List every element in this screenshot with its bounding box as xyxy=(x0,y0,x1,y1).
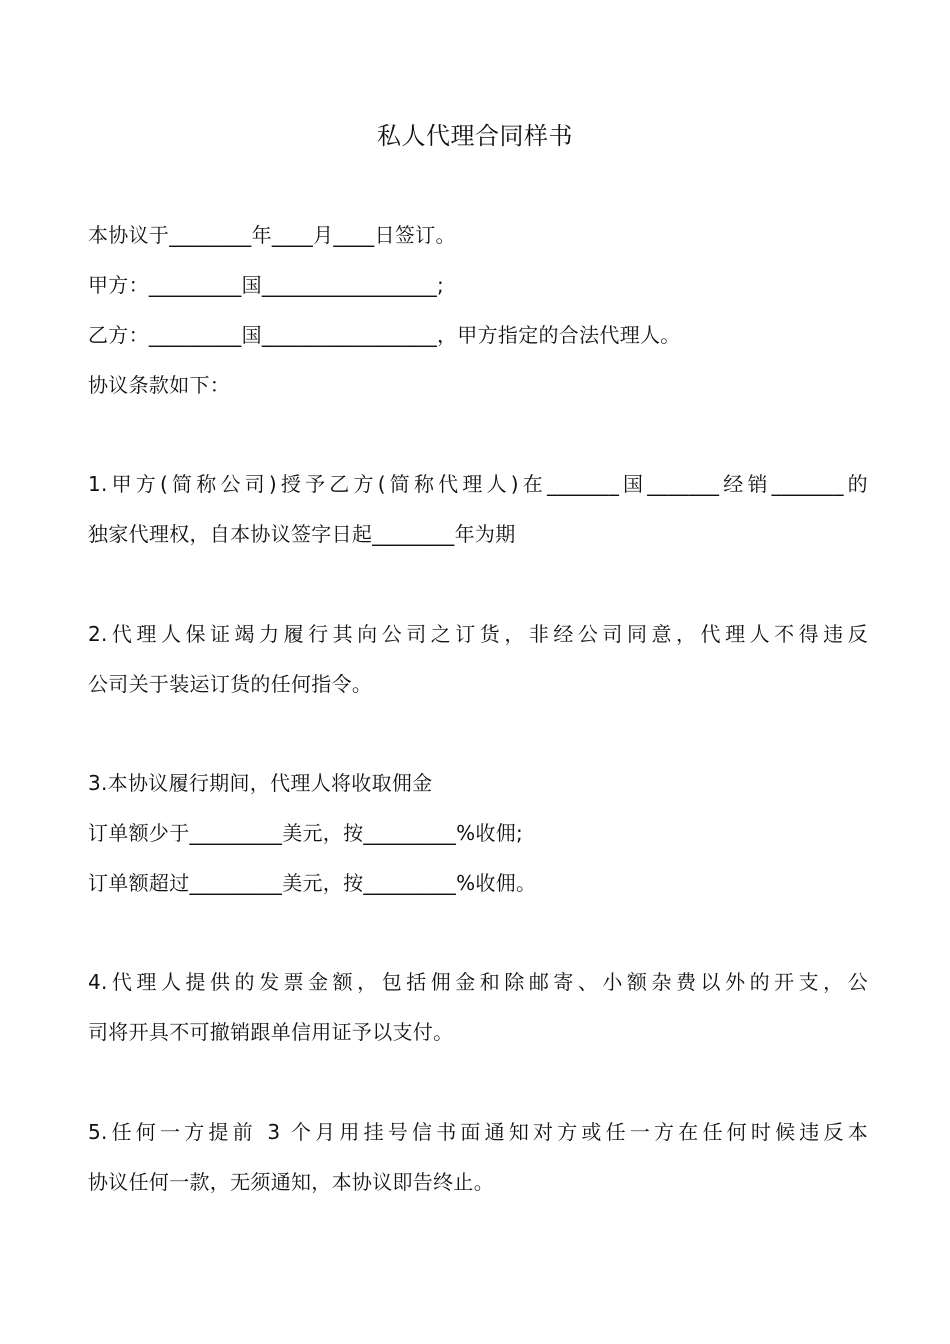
clause-2-line-2: 公司关于装运订货的任何指令。 xyxy=(88,672,373,696)
clause-3-line-1: 3.本协议履行期间，代理人将收取佣金 xyxy=(88,771,433,795)
clause-5-line-1: 5.任何一方提前 3 个月用挂号信书面通知对方或任一方在任何时候违反本 xyxy=(88,1120,868,1144)
clause-3-line-3: 订单额超过_________美元，按_________%收佣。 xyxy=(88,871,537,895)
clause-2-line-1: 2.代理人保证竭力履行其向公司之订货，非经公司同意，代理人不得违反 xyxy=(88,622,868,646)
clause-1-line-2: 独家代理权，自本协议签字日起________年为期 xyxy=(88,522,516,546)
clause-4-line-2: 司将开具不可撤销跟单信用证予以支付。 xyxy=(88,1020,454,1044)
party-b-line: 乙方：_________国_________________，甲方指定的合法代理人。 xyxy=(88,323,681,347)
clause-3-line-2: 订单额少于_________美元，按_________%收佣; xyxy=(88,821,524,845)
clause-4-line-1: 4.代理人提供的发票金额，包括佣金和除邮寄、小额杂费以外的开支，公 xyxy=(88,970,868,994)
signing-date-line: 本协议于________年____月____日签订。 xyxy=(88,223,456,247)
party-a-line: 甲方：_________国_________________; xyxy=(88,273,445,297)
document-title: 私人代理合同样书 xyxy=(377,122,573,150)
clause-1-line-1: 1.甲方(简称公司)授予乙方(简称代理人)在_______国_______经销_______的 xyxy=(88,472,868,496)
clause-5-line-2: 协议任何一款，无须通知，本协议即告终止。 xyxy=(88,1170,494,1194)
terms-intro: 协议条款如下： xyxy=(88,373,231,397)
